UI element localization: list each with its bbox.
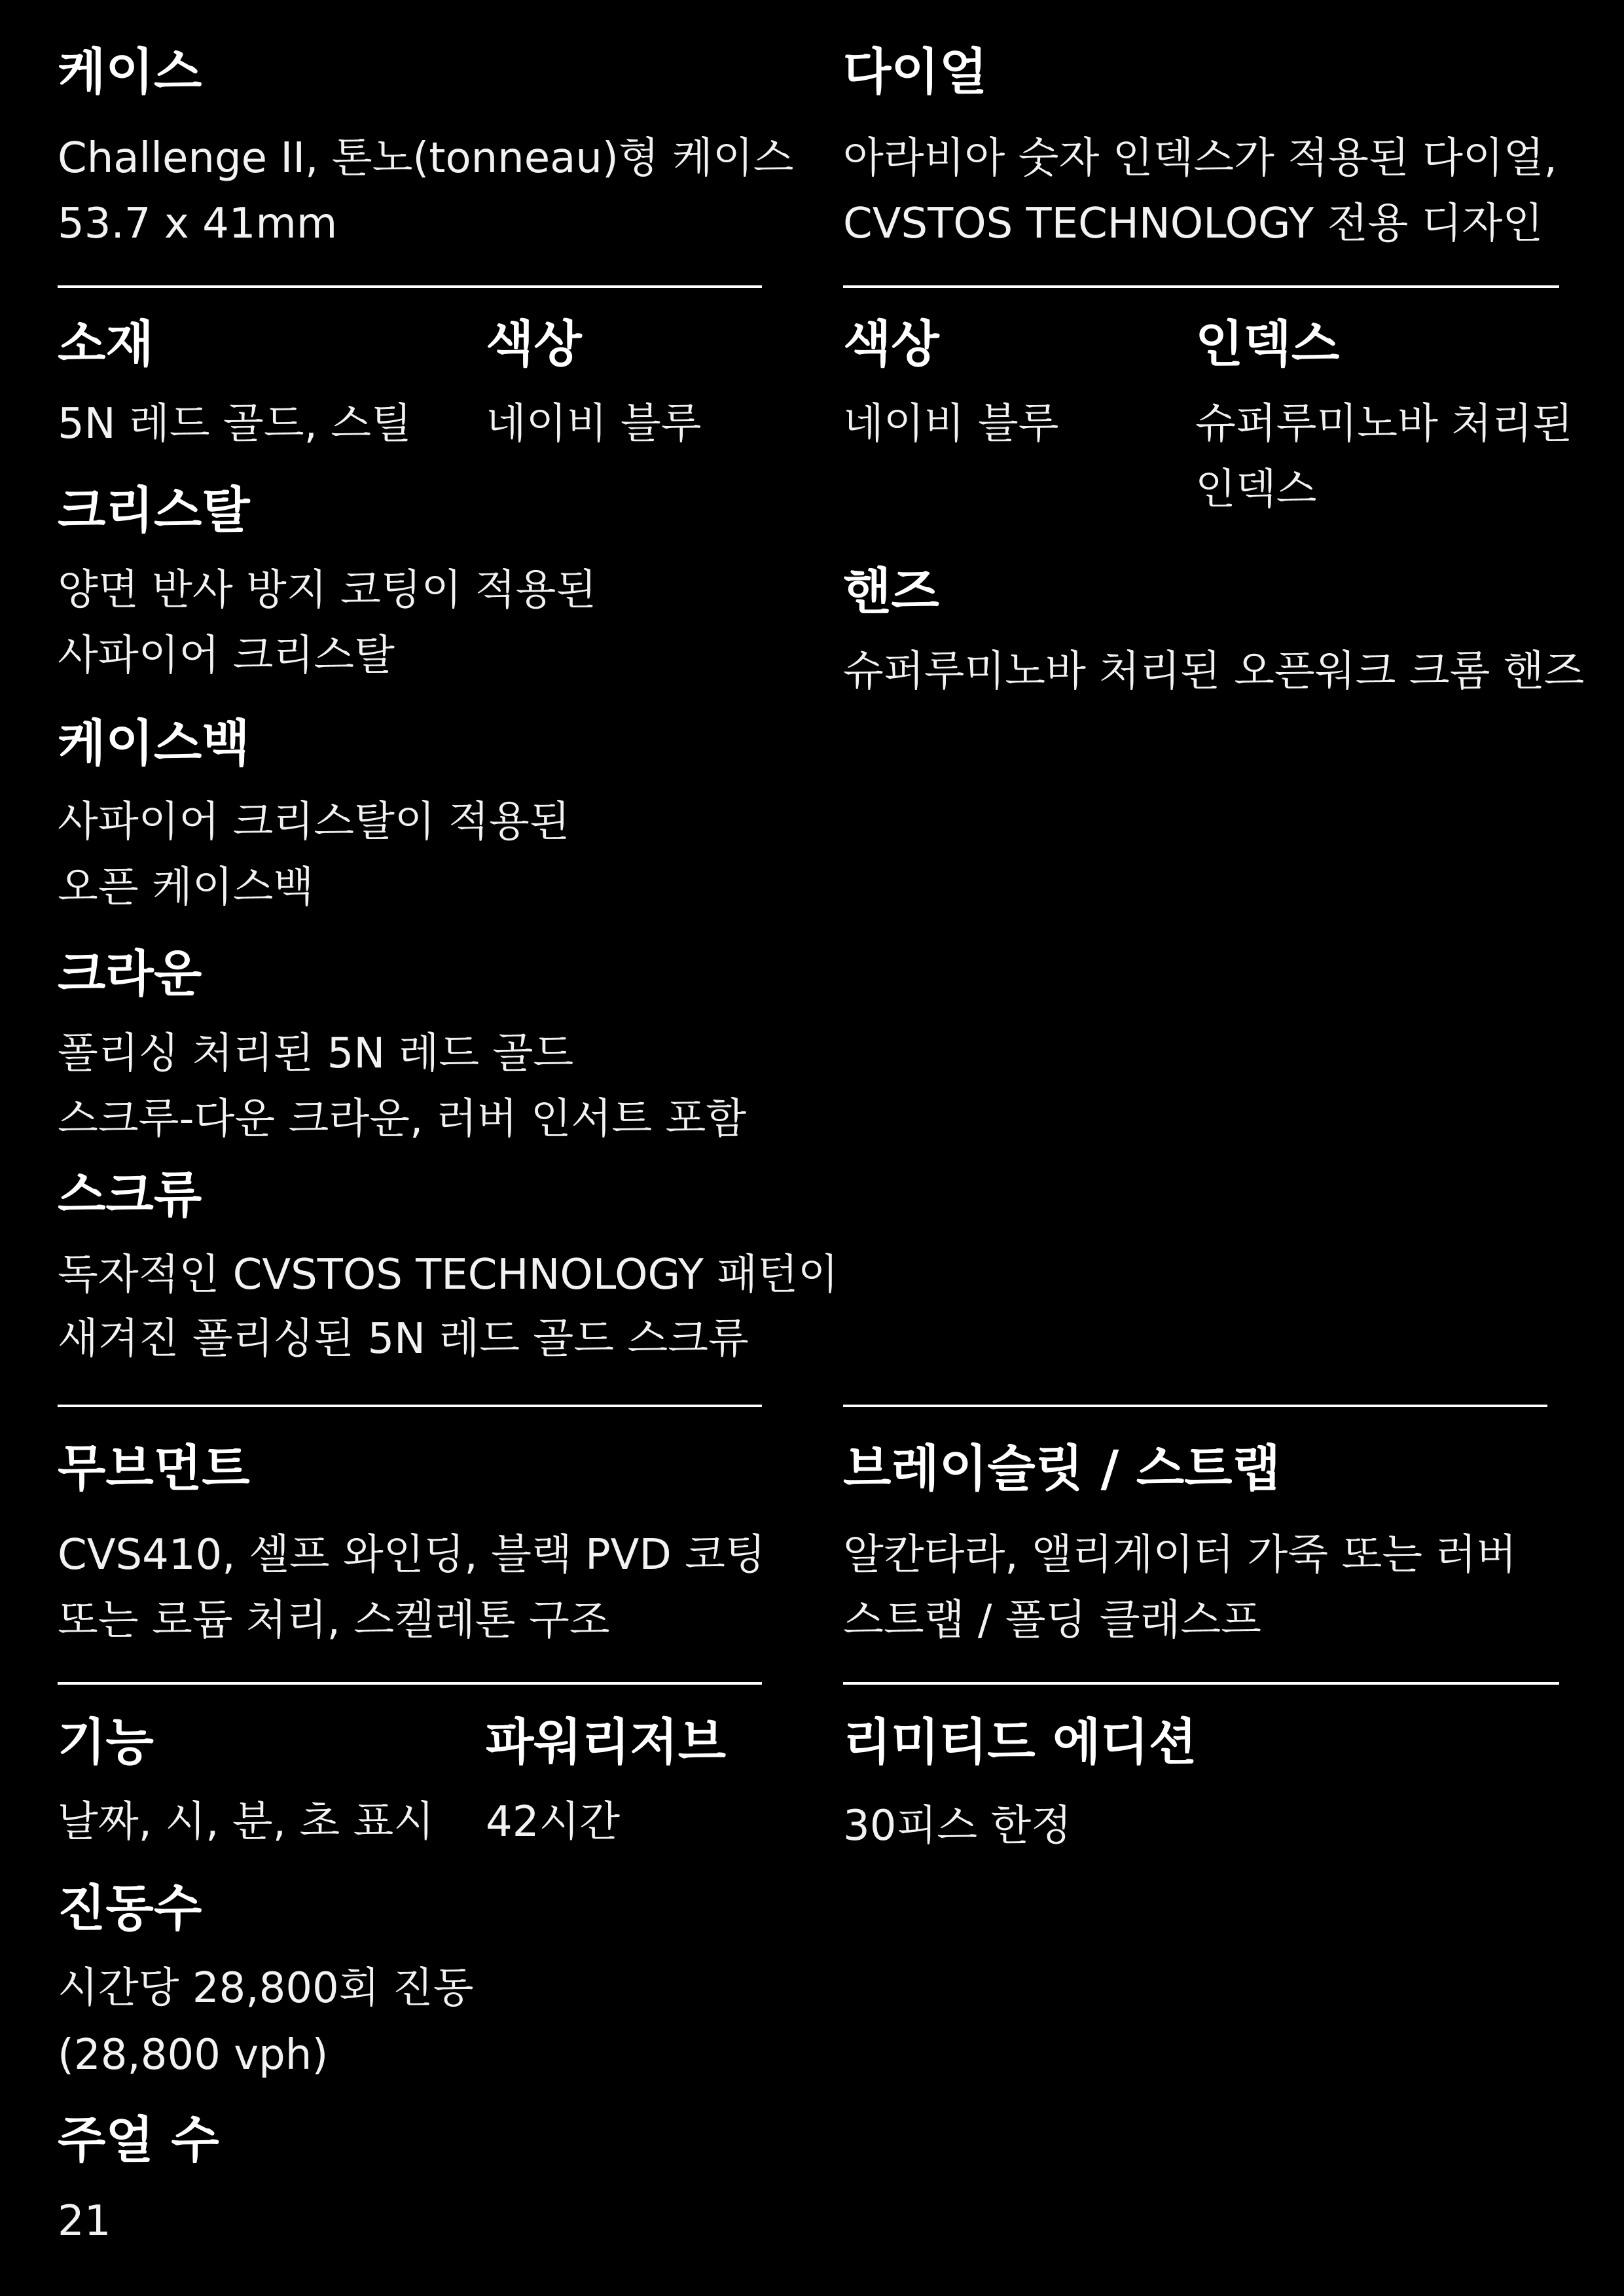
dial-color-value: 네이비 블루 bbox=[843, 400, 1059, 448]
crystal-desc-line-1: 양면 반사 방지 코팅이 적용된 bbox=[58, 566, 597, 615]
movement-desc-line-1: CVS410, 셀프 와인딩, 블랙 PVD 코팅 bbox=[58, 1531, 766, 1579]
crown-desc-line-1: 폴리싱 처리된 5N 레드 골드 bbox=[58, 1030, 574, 1078]
case-color-heading: 색상 bbox=[486, 315, 582, 373]
caseback-desc-line-2: 오픈 케이스백 bbox=[58, 863, 314, 912]
strap-desc-line-1: 알칸타라, 앨리게이터 가죽 또는 러버 bbox=[843, 1531, 1517, 1579]
limited-edition-heading: 리미티드 에디션 bbox=[843, 1713, 1197, 1771]
movement-desc-line-2: 또는 로듐 처리, 스켈레톤 구조 bbox=[58, 1596, 610, 1645]
frequency-desc-line-1: 시간당 28,800회 진동 bbox=[58, 1964, 474, 2013]
functions-heading: 기능 bbox=[58, 1713, 154, 1771]
index-heading: 인덱스 bbox=[1195, 315, 1340, 373]
case-desc-line-2: 53.7 x 41mm bbox=[58, 200, 338, 248]
jewels-heading: 주얼 수 bbox=[58, 2111, 219, 2169]
dial-details-divider bbox=[843, 1405, 1547, 1407]
case-details-divider bbox=[58, 1405, 762, 1407]
strap-heading: 브레이슬릿 / 스트랩 bbox=[843, 1439, 1281, 1498]
dial-desc-line-1: 아라비아 숫자 인덱스가 적용된 다이얼, bbox=[843, 134, 1557, 183]
crystal-desc-line-2: 사파이어 크리스탈 bbox=[58, 632, 395, 680]
jewels-value: 21 bbox=[58, 2197, 111, 2246]
case-heading: 케이스 bbox=[58, 43, 202, 101]
hands-heading: 핸즈 bbox=[843, 562, 939, 620]
crown-desc-line-2: 스크루-다운 크라운, 러버 인서트 포함 bbox=[58, 1095, 747, 1143]
strap-desc-line-2: 스트랩 / 폴딩 클래스프 bbox=[843, 1596, 1262, 1645]
power-reserve-value: 42시간 bbox=[486, 1798, 621, 1846]
strap-divider bbox=[843, 1682, 1559, 1685]
frequency-heading: 진동수 bbox=[58, 1879, 202, 1937]
crown-heading: 크라운 bbox=[58, 944, 202, 1003]
material-heading: 소재 bbox=[58, 315, 154, 373]
caseback-desc-line-1: 사파이어 크리스탈이 적용된 bbox=[58, 798, 570, 846]
power-reserve-heading: 파워리저브 bbox=[486, 1713, 727, 1771]
screws-heading: 스크류 bbox=[58, 1166, 202, 1224]
dial-heading: 다이얼 bbox=[843, 43, 988, 101]
screws-desc-line-1: 독자적인 CVSTOS TECHNOLOGY 패턴이 bbox=[58, 1251, 839, 1299]
movement-heading: 무브먼트 bbox=[58, 1439, 250, 1498]
functions-value: 날짜, 시, 분, 초 표시 bbox=[58, 1798, 435, 1846]
screws-desc-line-2: 새겨진 폴리싱된 5N 레드 골드 스크류 bbox=[58, 1315, 749, 1363]
case-color-value: 네이비 블루 bbox=[486, 400, 702, 448]
dial-desc-line-2: CVSTOS TECHNOLOGY 전용 디자인 bbox=[843, 200, 1543, 248]
index-desc-line-2: 인덱스 bbox=[1195, 465, 1317, 514]
case-desc-line-1: Challenge II, 톤노(tonneau)형 케이스 bbox=[58, 134, 794, 183]
movement-divider bbox=[58, 1682, 762, 1685]
material-value: 5N 레드 골드, 스틸 bbox=[58, 400, 412, 448]
hands-value: 슈퍼루미노바 처리된 오픈워크 크롬 핸즈 bbox=[843, 647, 1585, 696]
index-desc-line-1: 슈퍼루미노바 처리된 bbox=[1195, 400, 1573, 448]
dial-color-heading: 색상 bbox=[843, 315, 939, 373]
caseback-heading: 케이스백 bbox=[58, 714, 250, 772]
limited-edition-value: 30피스 한정 bbox=[843, 1802, 1072, 1850]
case-divider bbox=[58, 285, 762, 288]
dial-divider bbox=[843, 285, 1559, 288]
crystal-heading: 크리스탈 bbox=[58, 481, 250, 539]
frequency-desc-line-2: (28,800 vph) bbox=[58, 2031, 329, 2079]
